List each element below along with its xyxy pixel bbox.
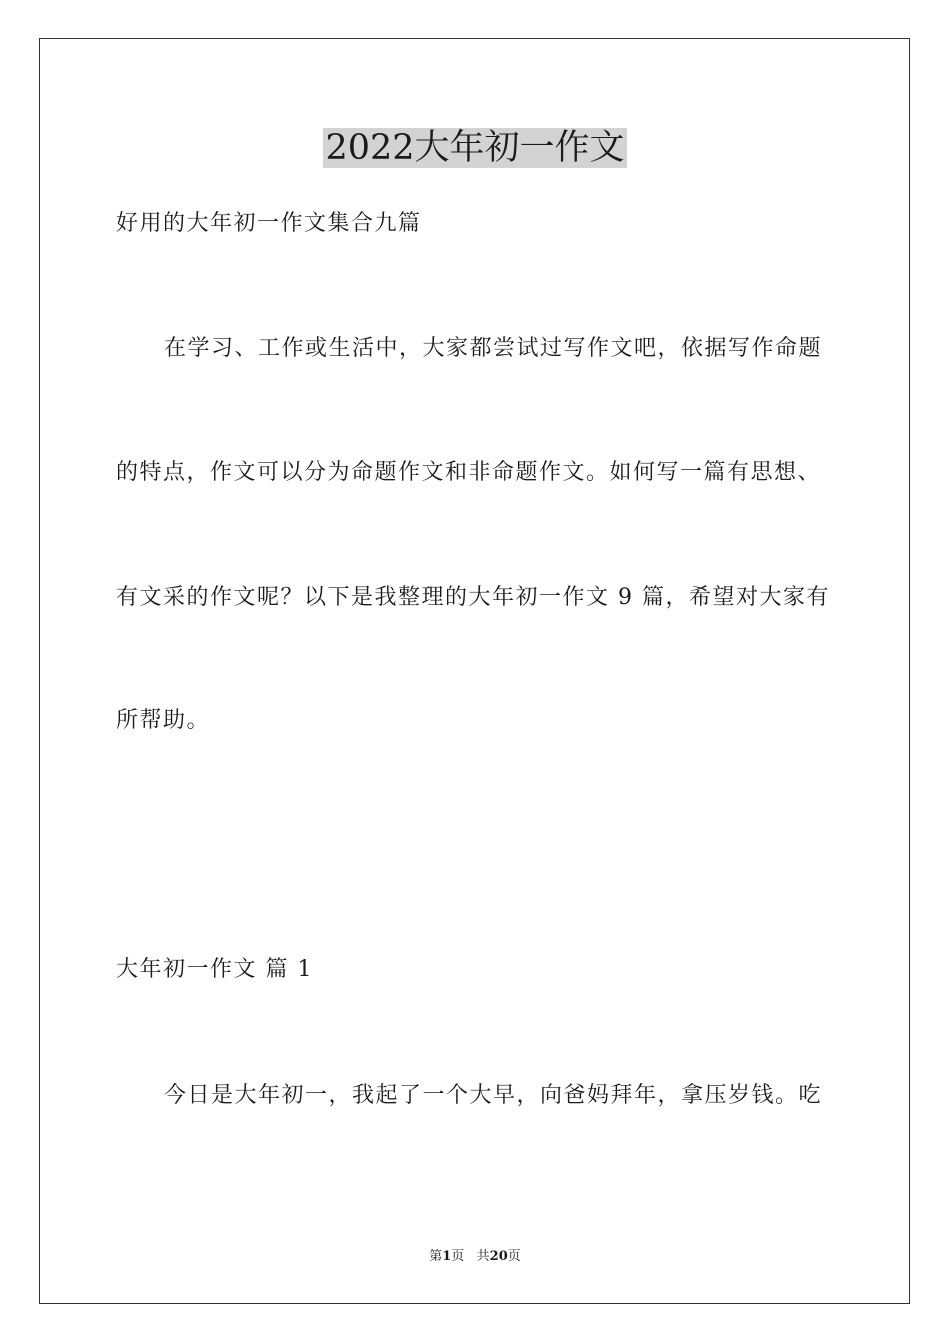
document-subtitle: 好用的大年初一作文集合九篇 bbox=[116, 211, 422, 236]
intro-line-4: 所帮助。 bbox=[116, 708, 211, 733]
footer-current-page: 1 bbox=[442, 1249, 452, 1264]
section-paragraph-line-1: 今日是大年初一，我起了一个大早，向爸妈拜年，拿压岁钱。吃 bbox=[164, 1083, 823, 1108]
document-title-text: 2022大年初一作文 bbox=[325, 128, 625, 168]
page-footer bbox=[0, 1248, 950, 1266]
footer-suffix: 页 bbox=[507, 1249, 521, 1264]
intro-line-3: 有文采的作文呢？以下是我整理的大年初一作文 9 篇，希望对大家有 bbox=[116, 585, 830, 610]
footer-total-pages: 20 bbox=[489, 1249, 508, 1264]
footer-mid: 页 共 bbox=[451, 1249, 490, 1264]
section-heading: 大年初一作文 篇 1 bbox=[116, 957, 313, 982]
document-title bbox=[0, 126, 950, 170]
intro-line-2: 的特点，作文可以分为命题作文和非命题作文。如何写一篇有思想、 bbox=[116, 460, 822, 485]
intro-line-1: 在学习、工作或生活中，大家都尝试过写作文吧，依据写作命题 bbox=[164, 336, 823, 361]
footer-prefix: 第 bbox=[429, 1249, 443, 1264]
